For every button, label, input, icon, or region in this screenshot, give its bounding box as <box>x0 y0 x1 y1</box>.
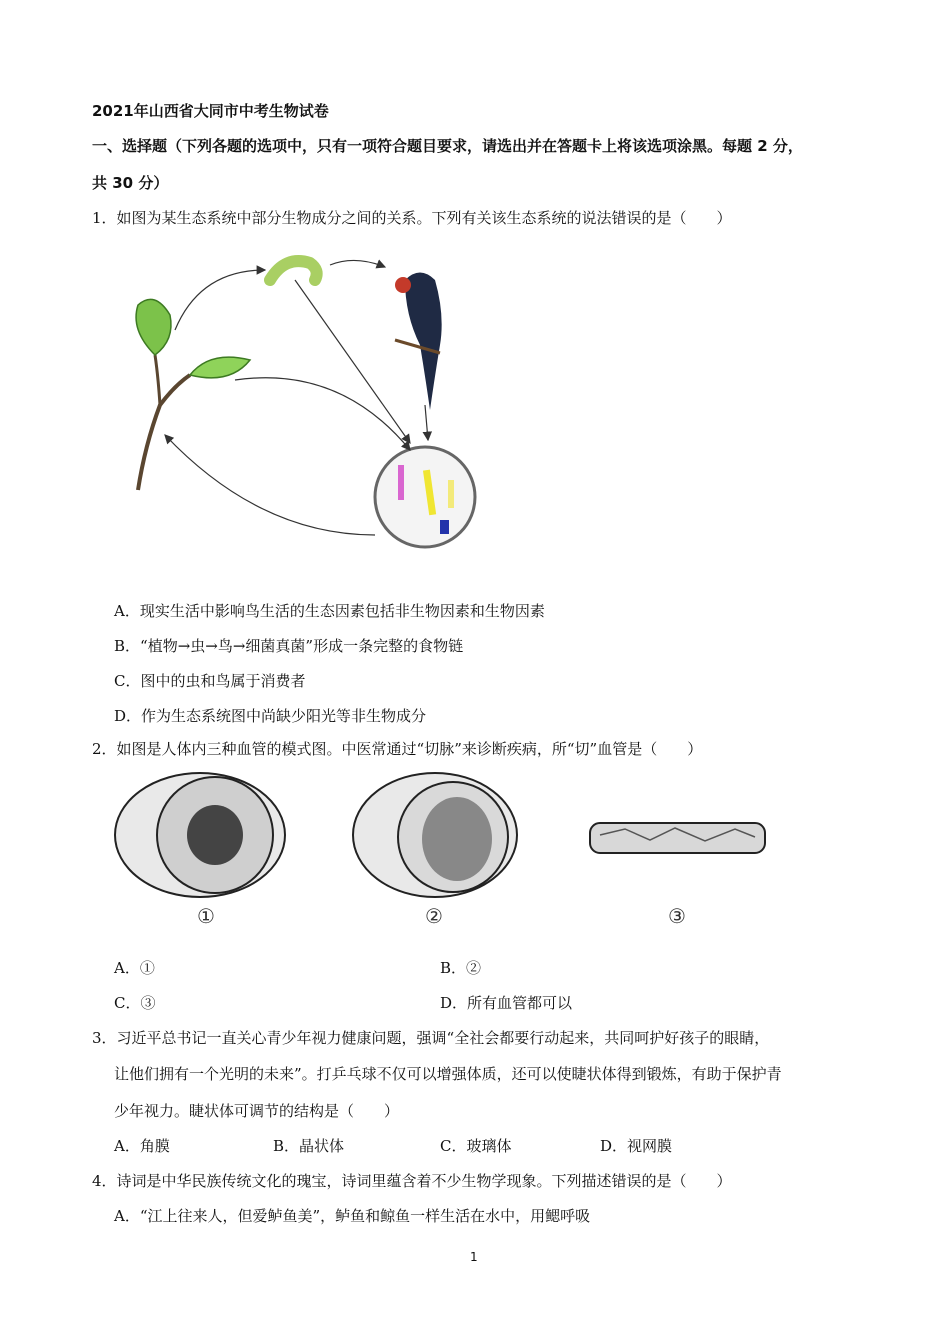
section-heading-line1: 一、选择题（下列各题的选项中，只有一项符合题目要求，请选出并在答题卡上将该选项涂黑。每题 2 分， <box>92 137 803 155</box>
vessel-label-1: ① <box>197 904 215 928</box>
q4-option-a: A．“江上往来人，但爱鲈鱼美”，鲈鱼和鲸鱼一样生活在水中，用鳃呼吸 <box>114 1207 591 1225</box>
q1-option-a: A．现实生活中影响鸟生活的生态因素包括非生物因素和生物因素 <box>114 602 545 620</box>
q1-stem: 1．如图为某生态系统中部分生物成分之间的关系。下列有关该生态系统的说法错误的是（ ） <box>92 209 732 227</box>
q2-option-a: A．① <box>114 959 155 977</box>
q2-option-d: D．所有血管都可以 <box>440 994 573 1012</box>
q4-stem: 4．诗词是中华民族传统文化的瑰宝，诗词里蕴含着不少生物学现象。下列描述错误的是（ ） <box>92 1172 732 1190</box>
vessel-2-vein <box>353 773 517 897</box>
page-number: 1 <box>470 1250 478 1264</box>
blood-vessel-diagram <box>105 765 785 945</box>
q3-option-d: D．视网膜 <box>600 1137 673 1155</box>
q3-stem-line2: 让他们拥有一个光明的未来”。打乒乓球不仅可以增强体质，还可以使睫状体得到锻炼，有助于保护青 <box>114 1065 782 1083</box>
vessel-1-artery <box>115 773 285 897</box>
vessel-label-2: ② <box>425 904 443 928</box>
exam-title: 2021年山西省大同市中考生物试卷 <box>92 102 329 120</box>
ecosystem-diagram <box>120 235 500 565</box>
vessel-label-3: ③ <box>668 904 686 928</box>
q3-option-a: A．角膜 <box>114 1137 170 1155</box>
section-heading-line2: 共 30 分） <box>92 174 169 192</box>
q3-option-b: B．晶状体 <box>273 1137 345 1155</box>
vessel-3-capillary <box>590 823 765 853</box>
q2-stem: 2．如图是人体内三种血管的模式图。中医常通过“切脉”来诊断疾病，所“切”血管是（ ） <box>92 740 703 758</box>
swallow-illustration <box>395 273 442 411</box>
q3-stem-line1: 3．习近平总书记一直关心青少年视力健康问题，强调“全社会都要行动起来，共同呵护好孩子的眼睛， <box>92 1029 770 1047</box>
q2-option-b: B．② <box>440 959 482 977</box>
q1-option-d: D．作为生态系统图中尚缺少阳光等非生物成分 <box>114 707 427 725</box>
decomposer-circle <box>375 447 475 547</box>
q2-option-c: C．③ <box>114 994 156 1012</box>
q1-option-b: B．“植物→虫→鸟→细菌真菌”形成一条完整的食物链 <box>114 637 464 655</box>
q3-stem-line3: 少年视力。睫状体可调节的结构是（ ） <box>114 1102 400 1120</box>
q1-option-c: C．图中的虫和鸟属于消费者 <box>114 672 306 690</box>
caterpillar-illustration <box>270 261 317 280</box>
q3-option-c: C．玻璃体 <box>440 1137 512 1155</box>
